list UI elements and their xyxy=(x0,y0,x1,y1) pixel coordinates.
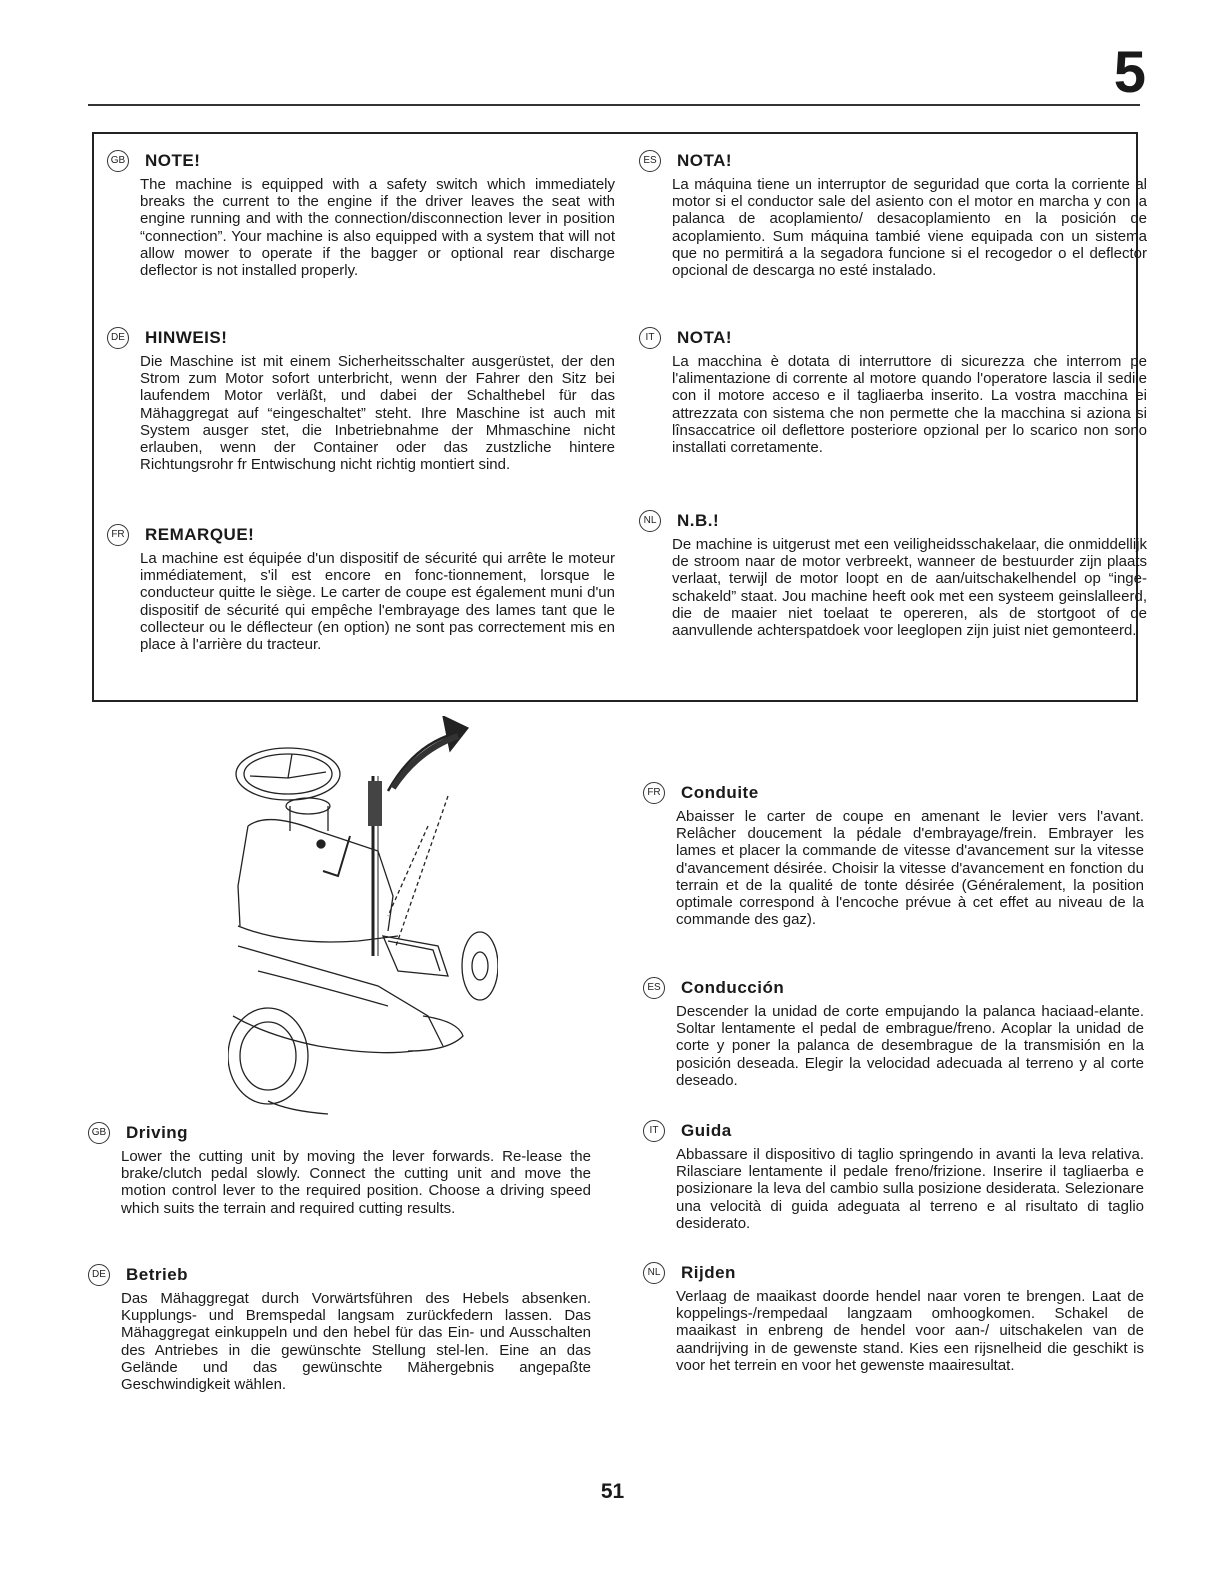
section-text: Abbassare il dispositivo di taglio springendo in avanti la leva relativa. Rilasciare lentamente il pedale freno/frizione. Inserire il tagliaerba e posizionare la leva del cambio sulla posizione desiderata. Selezionare una velocità di guida adeguata al terreno e al risultato di taglio desiderato. xyxy=(676,1146,1144,1232)
section-title: Guida xyxy=(681,1121,732,1140)
note-nl xyxy=(643,508,1147,640)
note-text: La machine est équipée d'un dispositif de sécurité qui arrête le moteur immédiatement, s'il est encore en fonc-tionnement, lorsque le conducteur quitte le siège. Le carter de coupe est également muni d'un dispositif de sécurité qui empêche l'embrayage des lames tant que le collecteur ou le déflecteur (en option) ne sont pas correctement mis en place à l'arrière du tracteur. xyxy=(140,550,615,654)
section-title: Conducción xyxy=(681,978,785,997)
driving-es xyxy=(647,975,1144,1089)
lang-badge-icon: NL xyxy=(639,510,661,532)
chapter-number: 5 xyxy=(1113,40,1147,105)
section-text: Lower the cutting unit by moving the lever forwards. Re-lease the brake/clutch pedal slowly. Connect the cutting unit and move the motion control lever to the required position. Choose a driving speed which suits the terrain and required cutting results. xyxy=(121,1148,591,1217)
driving-it xyxy=(649,1118,1144,1232)
note-de xyxy=(111,325,615,474)
driving-gb xyxy=(91,1120,591,1217)
lang-badge-icon: FR xyxy=(107,524,129,546)
driving-de xyxy=(92,1262,591,1394)
note-text: La macchina è dotata di interruttore di sicurezza che interrom pe l'alimentazione di corrente al motore quando l'operatore lascia il sedile con il motore acceso e il tagliaerba inserito. La vostra macchina ei attrezzata con sistema che non permette che la macchina si aziona si lînsaccatrice oil deflettore posteriore opzional per lo scarico non sono installati corretamente. xyxy=(672,353,1147,457)
lang-badge-icon: IT xyxy=(639,327,661,349)
note-text: Die Maschine ist mit einem Sicherheitsschalter ausgerüstet, der den Strom zum Motor sofort unterbricht, wenn der Fahrer den Sitz bei laufendem Motor verläßt, und dabei der Schalthebel für das Mähaggregat auf “eingeschaltet” steht. Ihre Maschine ist auch mit System ausger stet, die Inbetriebnahme der Mhmaschine nicht erlauben, wenn der Container oder das zustzliche hintere Richtungsrohr fr Entwischung nicht richtig montiert sind. xyxy=(140,353,615,474)
section-title: Rijden xyxy=(681,1263,736,1282)
section-text: Descender la unidad de corte empujando la palanca haciaad-elante. Soltar lentamente el pedal de embrague/freno. Acoplar la unidad de corte y poner la palanca de desembrague de la transmisión en la posición deseada. Elegir la velocidad adecuada al terreno y al corte deseado. xyxy=(676,1003,1144,1089)
note-title: NOTA! xyxy=(677,151,733,170)
note-title: NOTA! xyxy=(677,328,733,347)
note-title: NOTE! xyxy=(145,151,201,170)
lang-badge-icon: ES xyxy=(643,977,665,999)
page-number: 51 xyxy=(600,1480,625,1503)
section-title: Driving xyxy=(126,1123,189,1142)
lang-badge-icon: DE xyxy=(107,327,129,349)
section-text: Das Mähaggregat durch Vorwärtsführen des Hebels absenken. Kupplungs- und Bremspedal langsam zurückfedern lassen. Das Mähaggregat einkuppeln und den hebel für das Ein- und Ausschalten des Antriebes in die gewünschte Stellung stel-len. Eine an das Gelände und das gewünschte Mähergebnis angepaßte Geschwindigkeit wählen. xyxy=(121,1290,591,1394)
note-fr xyxy=(111,522,615,654)
driving-fr xyxy=(647,780,1144,929)
note-title: HINWEIS! xyxy=(145,328,228,347)
lang-badge-icon: GB xyxy=(107,150,129,172)
lang-badge-icon: NL xyxy=(643,1262,665,1284)
section-text: Abaisser le carter de coupe en amenant le levier vers l'avant. Relâcher doucement la pédale d'embrayage/frein. Embrayer les lames et placer la commande de vitesse d'avancement sur la vitesse d'avancement désirée. Choisir la vitesse d'avancement en fonction du terrain et de la qualité de tonte désirée (Généralement, la position optimale correspond à l'encoche prévue à cet effet au niveau de la commande des gaz). xyxy=(676,808,1144,929)
lang-badge-icon: GB xyxy=(88,1122,110,1144)
note-text: De machine is uitgerust met een veiligheidsschakelaar, die onmiddellijk de stroom naar de motor verbreekt, wanneer de bestuurder zijn plaats verlaat, terwijl de motor loopt en de aan/uitschakelhendel op “inge-schakeld” staat. Jou machine heeft ook met een systeem geinslalleerd, die de maaier niet toelaat te opereren, als de stortgoot of de aanvullende achterspatdoek voor leeglopen zijn juist niet gemonteerd. xyxy=(672,536,1147,640)
section-text: Verlaag de maaikast doorde hendel naar voren te brengen. Laat de koppelings-/rempedaal langzaam omhoogkomen. Schakel de maaikast in enbreng de hendel voor aan-/ uitschakelen van de aandrijving in de gewenste stand. Kies een rijsnelheid die geschikt is voor het terrein en voor het gewenste maairesultat. xyxy=(676,1288,1144,1374)
note-it xyxy=(645,325,1147,457)
mower-lever-illustration xyxy=(228,716,498,1116)
lang-badge-icon: DE xyxy=(88,1264,110,1286)
note-title: N.B.! xyxy=(677,511,720,530)
header-rule xyxy=(88,104,1140,106)
lang-badge-icon: IT xyxy=(643,1120,665,1142)
note-gb xyxy=(110,148,615,280)
note-text: The machine is equipped with a safety switch which immediately breaks the current to the engine if the driver leaves the seat with engine running and with the connection/disconnection lever in position “connection”. Your machine is also equipped with a system that will not allow mower to operate if the bagger or optional rear discharge deflector is not installed properly. xyxy=(140,176,615,280)
section-title: Betrieb xyxy=(126,1265,189,1284)
note-title: REMARQUE! xyxy=(145,525,255,544)
driving-nl xyxy=(647,1260,1144,1374)
lang-badge-icon: FR xyxy=(643,782,665,804)
section-title: Conduite xyxy=(681,783,759,802)
note-es xyxy=(643,148,1147,280)
lang-badge-icon: ES xyxy=(639,150,661,172)
note-text: La máquina tiene un interruptor de seguridad que corta la corriente al motor si el conductor sale del asiento con el motor en marcha y con la palanca de acoplamiento/ desacoplamiento en la posición de acoplamiento. Sum máquina tambié viene equipada con un sistema que no permitirá a la segadora funcione si el recogedor o el deflector opcional de descarga no esté instalado. xyxy=(672,176,1147,280)
